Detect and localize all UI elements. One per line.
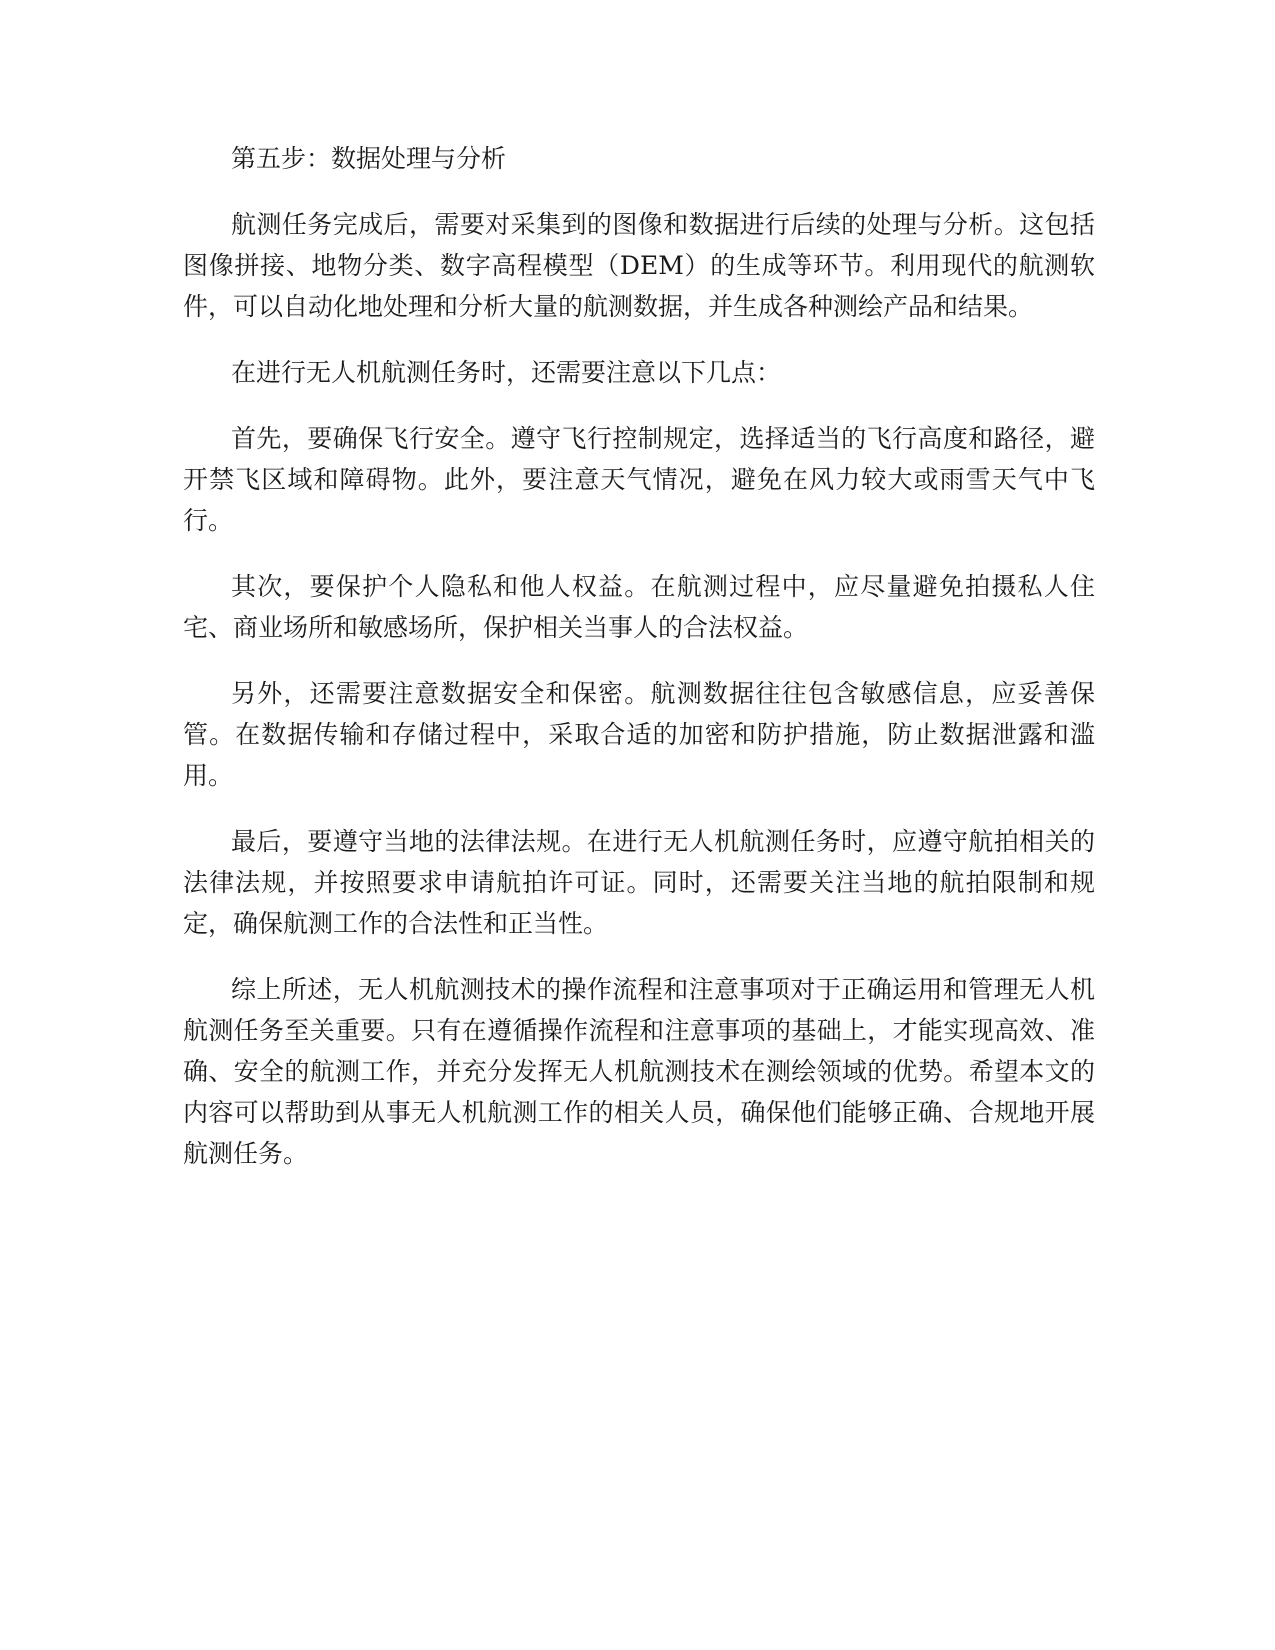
paragraph-data-processing: 航测任务完成后，需要对采集到的图像和数据进行后续的处理与分析。这包括图像拼接、地物分类、数字高程模型（DEM）的生成等环节。利用现代的航测软件，可以自动化地处理和分析大量的航测数据，并生成各种测绘产品和结果。 [183, 210, 1095, 321]
paragraph-flight-safety: 首先，要确保飞行安全。遵守飞行控制规定，选择适当的飞行高度和路径，避开禁飞区域和障碍物。此外，要注意天气情况，避免在风力较大或雨雪天气中飞行。 [183, 424, 1095, 535]
paragraph-data-security: 另外，还需要注意数据安全和保密。航测数据往往包含敏感信息，应妥善保管。在数据传输和存储过程中，采取合适的加密和防护措施，防止数据泄露和滥用。 [183, 679, 1095, 790]
paragraph-conclusion: 综上所述，无人机航测技术的操作流程和注意事项对于正确运用和管理无人机航测任务至关重要。只有在遵循操作流程和注意事项的基础上，才能实现高效、准确、安全的航测工作，并充分发挥无人机航测技术在测绘领域的优势。希望本文的内容可以帮助到从事无人机航测工作的相关人员，确保他们能够正确、合规地开展航测任务。 [183, 975, 1095, 1168]
document-body [183, 138, 1095, 1199]
paragraph-legal-compliance: 最后，要遵守当地的法律法规。在进行无人机航测任务时，应遵守航拍相关的法律法规，并按照要求申请航拍许可证。同时，还需要关注当地的航拍限制和规定，确保航测工作的合法性和正当性。 [183, 827, 1095, 938]
section-heading-step-five: 第五步：数据处理与分析 [231, 144, 507, 173]
paragraph-privacy: 其次，要保护个人隐私和他人权益。在航测过程中，应尽量避免拍摄私人住宅、商业场所和敏感场所，保护相关当事人的合法权益。 [183, 572, 1095, 642]
paragraph-notes-intro: 在进行无人机航测任务时，还需要注意以下几点： [231, 358, 782, 387]
